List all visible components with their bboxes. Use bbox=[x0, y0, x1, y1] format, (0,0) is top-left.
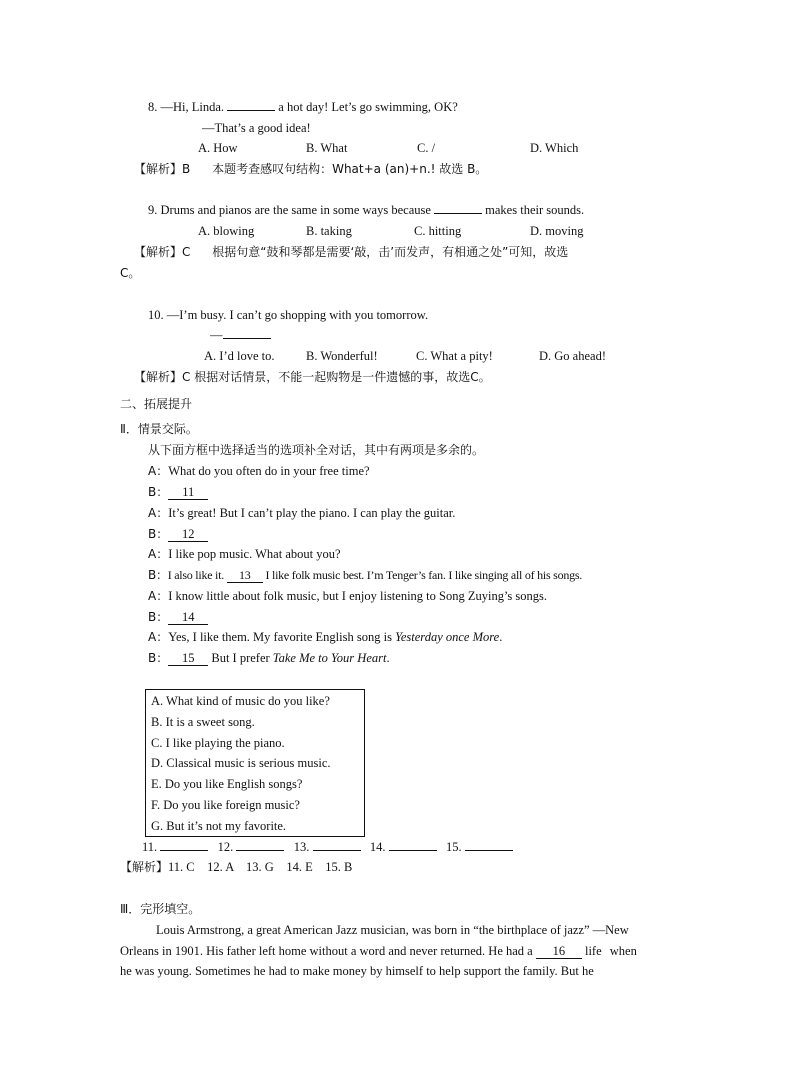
passage-line-2: Orleans in 1901. His father left home without a word and never returned. He had a 16 life when bbox=[120, 944, 637, 958]
answer-blank-15[interactable] bbox=[465, 850, 513, 851]
part2-instruction: 从下面方框中选择适当的选项补全对话，其中有两项是多余的。 bbox=[148, 443, 485, 457]
q9-analysis-cont: C。 bbox=[120, 266, 141, 280]
blank-16[interactable]: 16 bbox=[536, 944, 582, 959]
q10-reply: — bbox=[210, 327, 271, 343]
q10-stem: 10. —I’m busy. I can’t go shopping with you tomorrow. bbox=[148, 308, 429, 322]
box-option-e[interactable]: E. Do you like English songs? bbox=[151, 777, 303, 791]
part2-analysis: 【解析】11. C 12. A 13. G 14. E 15. B bbox=[120, 860, 353, 874]
answer-line: 11. 12. 13. 14. 15. bbox=[142, 839, 513, 855]
dialogue-line: A：I like pop music. What about you? bbox=[148, 547, 341, 561]
q10-analysis: 【解析】C 根据对话情景，不能一起购物是一件遗憾的事，故选C。 bbox=[134, 370, 491, 384]
answer-blank-11[interactable] bbox=[160, 850, 208, 851]
blank-11[interactable]: 11 bbox=[168, 485, 208, 500]
q9-option-d[interactable]: D. moving bbox=[530, 224, 584, 238]
dialogue-line: A：What do you often do in your free time? bbox=[148, 464, 370, 478]
box-option-a[interactable]: A. What kind of music do you like? bbox=[151, 694, 330, 708]
dialogue-line: A：It’s great! But I can’t play the piano. I can play the guitar. bbox=[148, 506, 456, 520]
q9-option-c[interactable]: C. hitting bbox=[414, 224, 462, 238]
blank-13[interactable]: 13 bbox=[227, 568, 263, 583]
part2-title: Ⅱ．情景交际。 bbox=[120, 422, 198, 436]
q9-analysis: 【解析】C 根据句意“鼓和琴都是需要‘敲，击’而发声，有相通之处”可知，故选 bbox=[134, 245, 569, 259]
dialogue-line: B： 15 But I prefer Take Me to Your Heart. bbox=[148, 651, 390, 665]
q8-option-d[interactable]: D. Which bbox=[530, 141, 579, 155]
answer-blank-14[interactable] bbox=[389, 850, 437, 851]
box-option-g[interactable]: G. But it’s not my favorite. bbox=[151, 819, 287, 833]
passage-line-3: he was young. Sometimes he had to make money by himself to help support the family. But he bbox=[120, 964, 594, 978]
box-option-c[interactable]: C. I like playing the piano. bbox=[151, 736, 285, 750]
q9-option-b[interactable]: B. taking bbox=[306, 224, 352, 238]
q9-stem: 9. Drums and pianos are the same in some ways because makes their sounds. bbox=[148, 203, 585, 217]
dialogue-line: B： 11 bbox=[148, 484, 208, 500]
q8-stem: 8. —Hi, Linda. a hot day! Let’s go swimming, OK? bbox=[148, 100, 458, 114]
q10-option-c[interactable]: C. What a pity! bbox=[416, 349, 493, 363]
box-option-d[interactable]: D. Classical music is serious music. bbox=[151, 756, 331, 770]
box-option-b[interactable]: B. It is a sweet song. bbox=[151, 715, 255, 729]
q8-option-a[interactable]: A. How bbox=[198, 141, 238, 155]
q8-reply: —That’s a good idea! bbox=[202, 121, 311, 135]
dialogue-line: A：Yes, I like them. My favorite English song is Yesterday once More. bbox=[148, 630, 503, 644]
q10-blank[interactable] bbox=[223, 338, 271, 339]
q10-option-b[interactable]: B. Wonderful! bbox=[306, 349, 378, 363]
q8-option-c[interactable]: C. / bbox=[417, 141, 436, 155]
q8-blank[interactable] bbox=[227, 110, 275, 111]
blank-12[interactable]: 12 bbox=[168, 527, 208, 542]
box-option-f[interactable]: F. Do you like foreign music? bbox=[151, 798, 300, 812]
part3-title: Ⅲ．完形填空。 bbox=[120, 902, 201, 916]
answer-blank-12[interactable] bbox=[236, 850, 284, 851]
dialogue-line: B： 14 bbox=[148, 609, 208, 625]
answer-blank-13[interactable] bbox=[313, 850, 361, 851]
blank-15[interactable]: 15 bbox=[168, 651, 208, 666]
dialogue-line: B：I also like it. 13 I like folk music best. I’m Tenger’s fan. I like singing all of his songs. bbox=[148, 568, 582, 582]
passage-line-1: Louis Armstrong, a great American Jazz musician, was born in “the birthplace of jazz” —New bbox=[156, 923, 629, 937]
q8-analysis: 【解析】B 本题考查感叹句结构：What+a (an)+n.! 故选 B。 bbox=[134, 162, 488, 176]
options-box bbox=[145, 689, 365, 837]
dialogue-line: A：I know little about folk music, but I enjoy listening to Song Zuying’s songs. bbox=[148, 589, 548, 603]
q10-option-a[interactable]: A. I’d love to. bbox=[204, 349, 275, 363]
dialogue-line: B： 12 bbox=[148, 526, 208, 542]
blank-14[interactable]: 14 bbox=[168, 610, 208, 625]
q9-option-a[interactable]: A. blowing bbox=[198, 224, 255, 238]
q8-option-b[interactable]: B. What bbox=[306, 141, 348, 155]
section-title: 二、拓展提升 bbox=[120, 397, 193, 411]
q9-blank[interactable] bbox=[434, 213, 482, 214]
q10-option-d[interactable]: D. Go ahead! bbox=[539, 349, 606, 363]
